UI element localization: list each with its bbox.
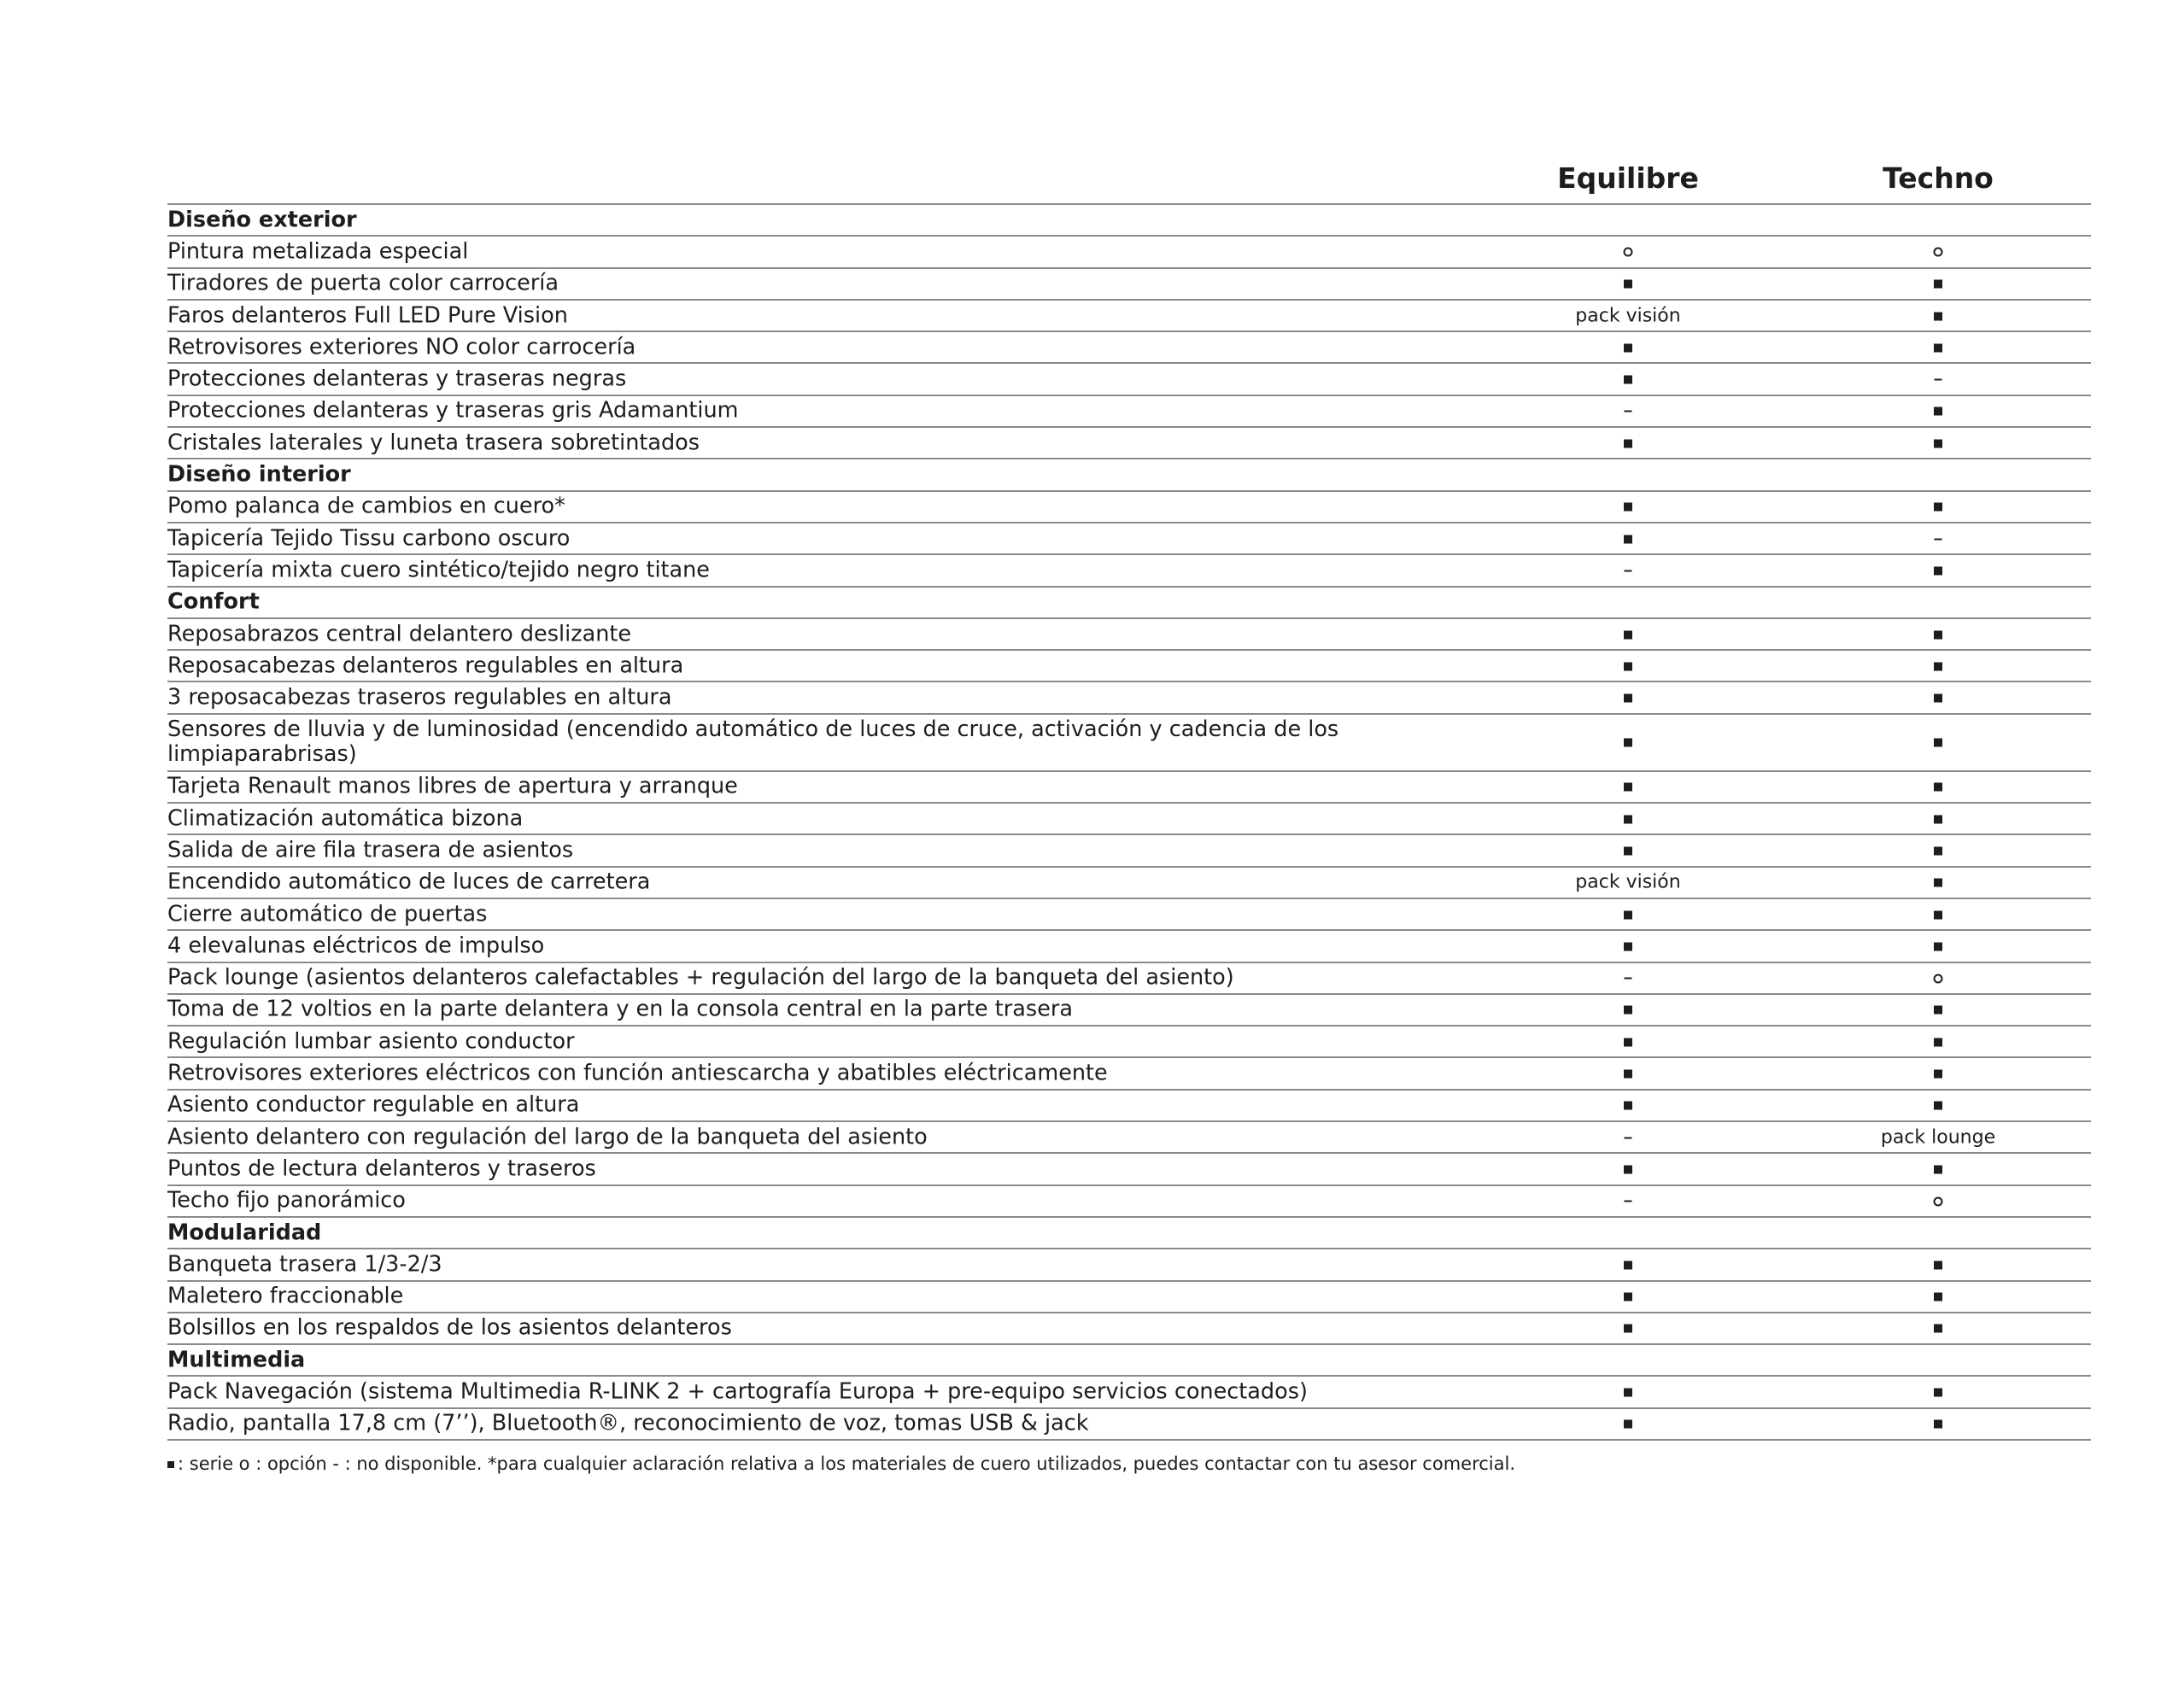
techno-cell <box>1934 401 1942 422</box>
standard-mark-icon <box>1934 1325 1942 1333</box>
table-row <box>167 931 2091 962</box>
option-mark-icon <box>1624 248 1633 257</box>
equilibre-cell <box>1624 904 1632 925</box>
option-mark-icon <box>1934 1196 1943 1206</box>
standard-mark-icon <box>1934 1261 1942 1269</box>
table-header <box>167 0 2091 205</box>
table-row <box>167 1027 2091 1058</box>
equilibre-cell <box>1624 999 1632 1021</box>
feature-label: Asiento conductor regulable en altura <box>167 1091 580 1118</box>
techno-cell <box>1934 623 1942 645</box>
table-row <box>167 364 2091 395</box>
table-row <box>167 1249 2091 1281</box>
techno-cell <box>1934 1254 1942 1275</box>
table-row <box>167 555 2091 587</box>
standard-mark-icon <box>1624 910 1632 919</box>
standard-mark-icon <box>1624 1389 1632 1397</box>
equilibre-cell <box>1624 496 1632 518</box>
table-row <box>167 1154 2091 1185</box>
table-row <box>167 332 2091 364</box>
pack-text: pack visión <box>1575 305 1681 327</box>
table-row <box>167 269 2091 301</box>
table-row <box>167 1282 2091 1313</box>
techno-cell <box>1934 1382 1942 1403</box>
section-header-row <box>167 459 2091 491</box>
feature-label: Reposabrazos central delantero deslizante <box>167 621 632 646</box>
column-header-techno: Techno <box>1883 161 1994 195</box>
equipment-table <box>167 0 2091 1475</box>
standard-mark-icon <box>1624 662 1632 670</box>
equilibre-cell <box>1625 1190 1632 1212</box>
table-row <box>167 1409 2091 1441</box>
equilibre-cell <box>1624 1063 1632 1085</box>
feature-label: Cristales laterales y luneta trasera sobretintados <box>167 430 700 456</box>
table-row <box>167 868 2091 899</box>
equilibre-cell <box>1624 1254 1632 1275</box>
equilibre-cell <box>1625 968 1632 989</box>
equilibre-cell <box>1624 1318 1632 1339</box>
standard-mark-icon <box>1934 630 1942 639</box>
standard-mark-icon <box>1624 630 1632 639</box>
standard-mark-icon <box>1934 343 1942 352</box>
feature-label: Tapicería Tejido Tissu carbono oscuro <box>167 525 571 552</box>
equilibre-cell <box>1624 623 1632 645</box>
table-row <box>167 1091 2091 1122</box>
standard-mark-icon <box>1624 343 1632 352</box>
standard-mark-icon <box>1934 1038 1942 1046</box>
standard-mark-icon <box>1624 535 1632 543</box>
techno-cell <box>1934 687 1942 709</box>
standard-mark-icon <box>1624 439 1632 447</box>
equilibre-cell <box>1575 305 1680 326</box>
section-header-row <box>167 1218 2091 1249</box>
techno-cell <box>1881 1126 1995 1148</box>
standard-mark-icon <box>1934 503 1942 512</box>
not-available-mark-icon <box>1625 1137 1632 1138</box>
equilibre-cell <box>1624 528 1632 549</box>
option-mark-icon <box>1934 248 1943 257</box>
standard-mark-icon <box>1624 1325 1632 1333</box>
techno-cell <box>1935 528 1942 549</box>
techno-cell <box>1934 732 1942 753</box>
table-row <box>167 651 2091 682</box>
feature-label: Radio, pantalla 17,8 cm (7’’), Bluetooth®, reconocimiento de voz, tomas USB & jack <box>167 1410 1089 1436</box>
equilibre-cell <box>1625 1126 1632 1148</box>
standard-mark-icon <box>1624 815 1632 823</box>
section-title: Diseño exterior <box>167 207 357 233</box>
standard-mark-icon <box>1624 783 1632 792</box>
table-row <box>167 237 2091 268</box>
section-title: Multimedia <box>167 1347 306 1373</box>
standard-mark-icon <box>1624 376 1632 384</box>
equilibre-cell <box>1625 559 1632 581</box>
standard-mark-icon <box>1624 1293 1632 1301</box>
equilibre-cell <box>1624 273 1632 295</box>
standard-mark-icon <box>1624 1102 1632 1110</box>
table-row <box>167 524 2091 555</box>
feature-label: Tarjeta Renault manos libres de apertura y arranque <box>167 773 738 799</box>
feature-label: Puntos de lectura delanteros y traseros <box>167 1155 596 1182</box>
section-header-row <box>167 205 2091 237</box>
techno-cell <box>1934 305 1942 326</box>
table-row <box>167 1313 2091 1345</box>
equilibre-cell <box>1575 872 1680 893</box>
standard-mark-icon <box>1934 910 1942 919</box>
table-row <box>167 428 2091 459</box>
techno-cell <box>1934 839 1942 861</box>
techno-cell <box>1934 808 1942 829</box>
feature-label: Protecciones delanteras y traseras gris Adamantium <box>167 397 739 424</box>
table-row <box>167 899 2091 931</box>
equilibre-cell <box>1624 732 1632 753</box>
pack-text: pack visión <box>1575 871 1681 893</box>
techno-cell <box>1934 496 1942 518</box>
feature-label: Tapicería mixta cuero sintético/tejido negro titane <box>167 557 710 583</box>
standard-mark-icon <box>1934 439 1942 447</box>
option-mark-icon <box>1934 974 1943 983</box>
standard-mark-icon <box>1934 879 1942 887</box>
equilibre-cell <box>1624 1413 1632 1435</box>
standard-mark-icon <box>1624 503 1632 512</box>
feature-label: Banqueta trasera 1/3-2/3 <box>167 1251 442 1278</box>
equilibre-cell <box>1624 369 1632 390</box>
feature-label: Toma de 12 voltios en la parte delantera y en la consola central en la parte trasera <box>167 996 1073 1022</box>
techno-cell <box>1934 241 1943 262</box>
standard-mark-icon <box>1934 1070 1942 1079</box>
equilibre-cell <box>1624 241 1633 262</box>
standard-mark-icon <box>167 1461 174 1468</box>
equilibre-cell <box>1624 432 1632 453</box>
feature-label: Pomo palanca de cambios en cuero* <box>167 493 565 519</box>
equilibre-cell <box>1624 1382 1632 1403</box>
standard-mark-icon <box>1624 1420 1632 1429</box>
footnote-text: : serie o : opción - : no disponible. *para cualquier aclaración relativa a los materiales de cuero utilizados, puedes contactar con tu asesor comercial. <box>178 1453 1515 1474</box>
techno-cell <box>1934 1318 1942 1339</box>
feature-label: Faros delanteros Full LED Pure Vision <box>167 302 568 329</box>
section-header-row <box>167 588 2091 619</box>
feature-label: Bolsillos en los respaldos de los asientos delanteros <box>167 1314 732 1341</box>
not-available-mark-icon <box>1935 379 1942 381</box>
equilibre-cell <box>1624 1031 1632 1052</box>
table-row <box>167 396 2091 428</box>
standard-mark-icon <box>1934 312 1942 320</box>
not-available-mark-icon <box>1625 570 1632 571</box>
table-row <box>167 804 2091 835</box>
standard-mark-icon <box>1934 407 1942 416</box>
standard-mark-icon <box>1624 1006 1632 1015</box>
equilibre-cell <box>1624 687 1632 709</box>
techno-cell <box>1934 336 1942 358</box>
standard-mark-icon <box>1934 942 1942 951</box>
equilibre-cell <box>1624 655 1632 676</box>
pack-text: pack lounge <box>1880 1126 1996 1149</box>
feature-label: Pack lounge (asientos delanteros calefactables + regulación del largo de la banqueta del asiento) <box>167 964 1234 991</box>
standard-mark-icon <box>1934 1102 1942 1110</box>
feature-label: Tiradores de puerta color carrocería <box>167 270 559 296</box>
table-body <box>167 205 2091 1441</box>
equilibre-cell <box>1624 1158 1632 1179</box>
standard-mark-icon <box>1624 942 1632 951</box>
not-available-mark-icon <box>1625 1201 1632 1202</box>
not-available-mark-icon <box>1935 538 1942 540</box>
standard-mark-icon <box>1624 1165 1632 1173</box>
equilibre-cell <box>1624 808 1632 829</box>
techno-cell <box>1934 1031 1942 1052</box>
equilibre-cell <box>1624 776 1632 798</box>
standard-mark-icon <box>1934 783 1942 792</box>
standard-mark-icon <box>1934 280 1942 289</box>
feature-label: Pintura metalizada especial <box>167 238 469 265</box>
feature-label: Techo fijo panorámico <box>167 1187 406 1214</box>
feature-label: 3 reposacabezas traseros regulables en altura <box>167 684 672 711</box>
equilibre-cell <box>1624 336 1632 358</box>
table-row <box>167 1058 2091 1090</box>
techno-cell <box>1934 1158 1942 1179</box>
standard-mark-icon <box>1934 1389 1942 1397</box>
section-title: Confort <box>167 588 260 615</box>
techno-cell <box>1934 968 1943 989</box>
techno-cell <box>1934 1413 1942 1435</box>
feature-label: Retrovisores exteriores eléctricos con función antiescarcha y abatibles eléctricamente <box>167 1060 1108 1086</box>
techno-cell <box>1934 999 1942 1021</box>
standard-mark-icon <box>1624 1261 1632 1269</box>
feature-label: Cierre automático de puertas <box>167 901 488 927</box>
table-row <box>167 835 2091 867</box>
section-title: Modularidad <box>167 1220 322 1246</box>
techno-cell <box>1935 369 1942 390</box>
standard-mark-icon <box>1624 739 1632 747</box>
feature-label: Regulación lumbar asiento conductor <box>167 1028 575 1055</box>
table-row <box>167 301 2091 332</box>
not-available-mark-icon <box>1625 978 1632 980</box>
standard-mark-icon <box>1934 566 1942 575</box>
table-row <box>167 1377 2091 1408</box>
standard-mark-icon <box>1934 815 1942 823</box>
techno-cell <box>1934 655 1942 676</box>
table-row <box>167 995 2091 1027</box>
techno-cell <box>1934 559 1942 581</box>
standard-mark-icon <box>1624 694 1632 703</box>
feature-label: Climatización automática bizona <box>167 805 524 832</box>
techno-cell <box>1934 273 1942 295</box>
feature-label: Salida de aire fila trasera de asientos <box>167 837 574 863</box>
table-row <box>167 715 2091 772</box>
equilibre-cell <box>1624 935 1632 956</box>
standard-mark-icon <box>1934 1006 1942 1015</box>
techno-cell <box>1934 1095 1942 1116</box>
table-row <box>167 772 2091 804</box>
techno-cell <box>1934 1190 1943 1212</box>
footnote <box>167 1453 2091 1475</box>
equilibre-cell <box>1624 839 1632 861</box>
standard-mark-icon <box>1934 1165 1942 1173</box>
standard-mark-icon <box>1624 280 1632 289</box>
standard-mark-icon <box>1934 694 1942 703</box>
table-row <box>167 1122 2091 1154</box>
feature-label: Sensores de lluvia y de luminosidad (encendido automático de luces de cruce, activación y cadencia de los limpiaparabrisas) <box>167 717 1339 768</box>
feature-label: Asiento delantero con regulación del largo de la banqueta del asiento <box>167 1124 928 1150</box>
feature-label: 4 elevalunas eléctricos de impulso <box>167 933 545 959</box>
feature-label: Reposacabezas delanteros regulables en altura <box>167 652 684 679</box>
techno-cell <box>1934 776 1942 798</box>
table-row <box>167 492 2091 524</box>
table-row <box>167 963 2091 995</box>
equilibre-cell <box>1624 1286 1632 1307</box>
feature-label: Retrovisores exteriores NO color carrocería <box>167 334 636 360</box>
standard-mark-icon <box>1934 1420 1942 1429</box>
feature-label: Pack Navegación (sistema Multimedia R-LINK 2 + cartografía Europa + pre-equipo servicios conectados) <box>167 1378 1308 1405</box>
feature-label: Maletero fraccionable <box>167 1283 404 1309</box>
techno-cell <box>1934 904 1942 925</box>
standard-mark-icon <box>1934 739 1942 747</box>
standard-mark-icon <box>1624 846 1632 855</box>
table-row <box>167 682 2091 714</box>
techno-cell <box>1934 935 1942 956</box>
feature-label: Protecciones delanteras y traseras negras <box>167 366 627 392</box>
column-header-equilibre: Equilibre <box>1557 161 1699 195</box>
techno-cell <box>1934 1286 1942 1307</box>
table-row <box>167 1186 2091 1218</box>
techno-cell <box>1934 872 1942 893</box>
standard-mark-icon <box>1934 662 1942 670</box>
equilibre-cell <box>1625 401 1632 422</box>
equilibre-cell <box>1624 1095 1632 1116</box>
standard-mark-icon <box>1934 1293 1942 1301</box>
not-available-mark-icon <box>1625 411 1632 412</box>
feature-label: Encendido automático de luces de carretera <box>167 869 651 895</box>
section-header-row <box>167 1345 2091 1377</box>
techno-cell <box>1934 1063 1942 1085</box>
standard-mark-icon <box>1934 846 1942 855</box>
standard-mark-icon <box>1624 1038 1632 1046</box>
section-title: Diseño interior <box>167 461 351 488</box>
techno-cell <box>1934 432 1942 453</box>
table-row <box>167 619 2091 651</box>
standard-mark-icon <box>1624 1070 1632 1079</box>
